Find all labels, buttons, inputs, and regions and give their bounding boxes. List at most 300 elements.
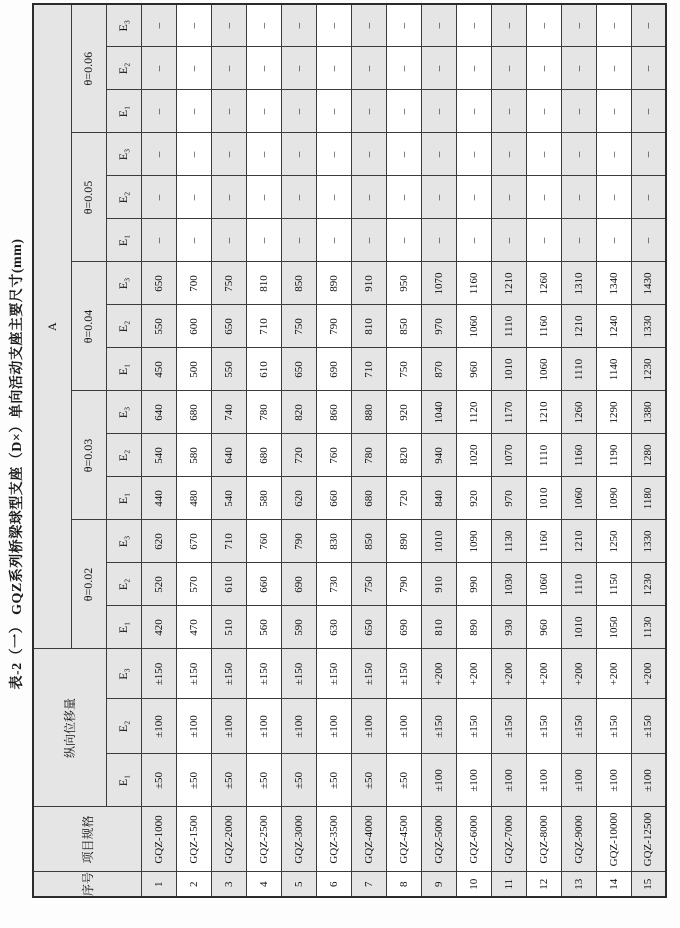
data-cell: ±150 [211,649,246,699]
data-cell: 710 [211,520,246,563]
data-cell: ±50 [176,754,211,807]
data-cell: 1330 [631,305,666,348]
data-cell: 1010 [491,348,526,391]
table-row [561,4,596,897]
data-cell: 1160 [526,520,561,563]
data-cell: – [491,133,526,176]
data-cell: – [246,176,281,219]
data-cell: – [526,176,561,219]
table-row [596,4,631,897]
data-cell: ±150 [351,649,386,699]
data-cell: 440 [141,477,176,520]
data-cell: 1230 [631,348,666,391]
data-cell: ±100 [281,699,316,754]
data-cell: +200 [631,649,666,699]
data-cell: – [386,47,421,90]
data-cell: – [246,47,281,90]
data-cell: 890 [456,606,491,649]
data-cell: 930 [491,606,526,649]
data-cell: 1310 [561,262,596,305]
cell-spec: GQZ-8000 [526,807,561,872]
table-row [281,4,316,897]
data-cell: ±150 [141,649,176,699]
cell-seq: 14 [596,872,631,897]
data-cell: 660 [316,477,351,520]
data-cell: – [211,4,246,47]
data-cell: – [491,4,526,47]
data-cell: 880 [351,391,386,434]
data-cell: 1340 [596,262,631,305]
data-cell: – [316,47,351,90]
data-cell: 590 [281,606,316,649]
data-cell: – [631,4,666,47]
cell-spec: GQZ-9000 [561,807,596,872]
data-cell: 650 [141,262,176,305]
data-cell: – [421,90,456,133]
data-cell: 1190 [596,434,631,477]
e-sub-header: E₂ [106,47,141,90]
data-cell: – [561,4,596,47]
data-cell: – [421,176,456,219]
data-cell: – [141,133,176,176]
data-cell: – [211,133,246,176]
data-cell: 1110 [526,434,561,477]
data-cell: 1010 [561,606,596,649]
data-cell: ±150 [316,649,351,699]
data-cell: ±50 [316,754,351,807]
data-cell: 580 [176,434,211,477]
data-cell: 1040 [421,391,456,434]
data-cell: – [176,133,211,176]
data-cell: 680 [176,391,211,434]
data-cell: – [316,4,351,47]
data-cell: – [281,90,316,133]
data-cell: ±100 [141,699,176,754]
data-cell: 690 [386,606,421,649]
data-cell: 920 [386,391,421,434]
data-cell: – [596,176,631,219]
data-cell: – [351,47,386,90]
data-cell: – [631,47,666,90]
data-cell: 920 [456,477,491,520]
data-cell: ±100 [176,699,211,754]
data-cell: ±150 [421,699,456,754]
data-cell: 740 [211,391,246,434]
data-cell: – [176,90,211,133]
dimension-table [32,3,667,898]
e-sub-header: E₂ [106,699,141,754]
data-cell: – [456,4,491,47]
data-cell: 650 [281,348,316,391]
data-cell: ±100 [526,754,561,807]
cell-seq: 9 [421,872,456,897]
data-cell: 780 [351,434,386,477]
e-sub-header: E₁ [106,219,141,262]
data-cell: ±100 [631,754,666,807]
data-cell: 1210 [526,391,561,434]
header-seq: 序号 [33,872,141,897]
data-cell: – [561,133,596,176]
data-cell: – [386,133,421,176]
data-cell: – [386,90,421,133]
table-row [456,4,491,897]
cell-seq: 2 [176,872,211,897]
data-cell: – [596,133,631,176]
data-cell: – [386,4,421,47]
data-cell: 1180 [631,477,666,520]
cell-spec: GQZ-7000 [491,807,526,872]
data-cell: 950 [386,262,421,305]
data-cell: 810 [421,606,456,649]
data-cell: 600 [176,305,211,348]
data-cell: 790 [281,520,316,563]
data-cell: 1210 [561,305,596,348]
data-cell: – [351,176,386,219]
data-cell: 750 [351,563,386,606]
data-cell: 500 [176,348,211,391]
cell-seq: 6 [316,872,351,897]
data-cell: – [141,176,176,219]
data-cell: – [596,90,631,133]
data-cell: 840 [421,477,456,520]
e-sub-header: E₃ [106,4,141,47]
data-cell: – [596,4,631,47]
data-cell: – [141,4,176,47]
data-cell: – [526,133,561,176]
data-cell: 760 [246,520,281,563]
data-cell: – [246,90,281,133]
data-cell: +200 [526,649,561,699]
table-row [421,4,456,897]
data-cell: 760 [316,434,351,477]
data-cell: – [456,133,491,176]
data-cell: 890 [316,262,351,305]
data-cell: – [421,47,456,90]
data-cell: 1150 [596,563,631,606]
data-cell: – [316,133,351,176]
data-cell: 1070 [491,434,526,477]
data-cell: – [421,4,456,47]
cell-spec: GQZ-6000 [456,807,491,872]
data-cell: – [141,90,176,133]
data-cell: 1010 [526,477,561,520]
data-cell: ±100 [561,754,596,807]
data-cell: 620 [281,477,316,520]
data-cell: 1230 [631,563,666,606]
cell-spec: GQZ-2000 [211,807,246,872]
data-cell: 720 [281,434,316,477]
data-cell: ±150 [281,649,316,699]
data-cell: 610 [211,563,246,606]
data-cell: 1110 [561,348,596,391]
data-cell: 650 [211,305,246,348]
e-sub-header: E₂ [106,176,141,219]
cell-seq: 4 [246,872,281,897]
data-cell: – [386,176,421,219]
data-cell: 420 [141,606,176,649]
data-cell: – [386,219,421,262]
data-cell: 960 [526,606,561,649]
data-cell: 710 [246,305,281,348]
data-cell: – [281,4,316,47]
data-cell: 480 [176,477,211,520]
data-cell: 820 [386,434,421,477]
data-cell: – [176,47,211,90]
data-cell: 790 [386,563,421,606]
data-cell: 1110 [561,563,596,606]
data-cell: 550 [211,348,246,391]
data-cell: 910 [351,262,386,305]
data-cell: 540 [141,434,176,477]
data-cell: – [141,219,176,262]
table-row [526,4,561,897]
data-cell: ±100 [246,699,281,754]
data-cell: ±150 [176,649,211,699]
data-cell: 750 [281,305,316,348]
data-cell: 820 [281,391,316,434]
cell-spec: GQZ-5000 [421,807,456,872]
data-cell: ±150 [246,649,281,699]
e-sub-header: E₃ [106,520,141,563]
data-cell: 850 [281,262,316,305]
data-cell: 1130 [631,606,666,649]
cell-spec: GQZ-3500 [316,807,351,872]
data-cell: 710 [351,348,386,391]
data-cell: 1380 [631,391,666,434]
data-cell: – [316,176,351,219]
data-cell: ±150 [491,699,526,754]
data-cell: 990 [456,563,491,606]
data-cell: ±150 [456,699,491,754]
data-cell: – [456,219,491,262]
data-cell: – [246,133,281,176]
data-cell: ±100 [421,754,456,807]
data-cell: ±150 [526,699,561,754]
data-cell: – [281,133,316,176]
data-cell: – [281,219,316,262]
cell-spec: GQZ-4500 [386,807,421,872]
data-cell: – [351,219,386,262]
data-cell: – [526,90,561,133]
data-cell: 690 [281,563,316,606]
data-cell: +200 [456,649,491,699]
data-cell: 670 [176,520,211,563]
cell-seq: 13 [561,872,596,897]
e-sub-header: E₃ [106,649,141,699]
data-cell: ±100 [316,699,351,754]
data-cell: ±150 [561,699,596,754]
data-cell: ±150 [386,649,421,699]
data-cell: ±50 [246,754,281,807]
data-cell: 1060 [526,348,561,391]
table-row [631,4,666,897]
data-cell: 830 [316,520,351,563]
data-cell: 1140 [596,348,631,391]
data-cell: ±100 [351,699,386,754]
e-sub-header: E₂ [106,305,141,348]
data-cell: – [631,219,666,262]
data-cell: ±50 [386,754,421,807]
data-cell: 1060 [456,305,491,348]
page-title: 表-2（一） GQZ系列桥梁球型支座（D×）单向活动支座主要尺寸(mm) [10,238,25,690]
data-cell: – [211,176,246,219]
data-cell: 810 [351,305,386,348]
data-cell: 620 [141,520,176,563]
data-cell: 790 [316,305,351,348]
data-cell: ±100 [211,699,246,754]
cell-spec: GQZ-3000 [281,807,316,872]
data-cell: 1160 [456,262,491,305]
data-cell: 850 [351,520,386,563]
e-sub-header: E₁ [106,477,141,520]
data-cell: 550 [141,305,176,348]
data-cell: 1070 [421,262,456,305]
data-cell: 1210 [561,520,596,563]
data-cell: ±150 [596,699,631,754]
data-cell: 1240 [596,305,631,348]
data-cell: 450 [141,348,176,391]
data-cell: – [491,47,526,90]
data-cell: 470 [176,606,211,649]
data-cell: 1170 [491,391,526,434]
data-cell: 720 [386,477,421,520]
data-cell: – [526,47,561,90]
cell-seq: 7 [351,872,386,897]
data-cell: 650 [351,606,386,649]
table-row [211,4,246,897]
data-cell: – [456,176,491,219]
data-cell: ±50 [281,754,316,807]
cell-seq: 10 [456,872,491,897]
data-cell: – [176,176,211,219]
data-cell: – [561,47,596,90]
cell-seq: 8 [386,872,421,897]
table-row [351,4,386,897]
data-cell: – [491,176,526,219]
data-cell: 540 [211,477,246,520]
data-cell: – [351,90,386,133]
cell-seq: 12 [526,872,561,897]
data-cell: – [561,219,596,262]
header-a: A [33,4,71,649]
data-cell: – [456,90,491,133]
data-cell: – [211,47,246,90]
data-cell: 570 [176,563,211,606]
data-cell: ±150 [631,699,666,754]
data-cell: 1060 [526,563,561,606]
e-sub-header: E₃ [106,133,141,176]
data-cell: – [631,90,666,133]
data-cell: – [211,90,246,133]
data-cell: – [281,176,316,219]
data-cell: – [526,219,561,262]
data-cell: – [456,47,491,90]
data-cell: – [316,219,351,262]
cell-seq: 3 [211,872,246,897]
table-row [246,4,281,897]
data-cell: – [561,176,596,219]
e-sub-header: E₂ [106,563,141,606]
data-cell: 1110 [491,305,526,348]
data-cell: 1130 [491,520,526,563]
header-longitudinal-displacement: 纵向位移量 [33,649,106,807]
cell-spec: GQZ-12500 [631,807,666,872]
data-cell: 1280 [631,434,666,477]
cell-seq: 1 [141,872,176,897]
e-sub-header: E₁ [106,90,141,133]
table-row [176,4,211,897]
data-cell: ±50 [211,754,246,807]
data-cell: 1160 [561,434,596,477]
theta-group-header: θ=0.04 [71,262,106,391]
cell-seq: 11 [491,872,526,897]
data-cell: ±100 [386,699,421,754]
data-cell: 690 [316,348,351,391]
cell-spec: GQZ-1000 [141,807,176,872]
data-cell: – [631,133,666,176]
data-cell: 680 [351,477,386,520]
table-row [491,4,526,897]
theta-group-header: θ=0.06 [71,4,106,133]
e-sub-header: E₁ [106,754,141,807]
data-cell: ±100 [491,754,526,807]
data-cell: ±50 [141,754,176,807]
data-cell: – [246,219,281,262]
theta-group-header: θ=0.05 [71,133,106,262]
data-cell: – [526,4,561,47]
data-cell: – [141,47,176,90]
data-cell: +200 [421,649,456,699]
data-cell: – [491,90,526,133]
data-cell: 870 [421,348,456,391]
data-cell: – [421,219,456,262]
data-cell: 850 [386,305,421,348]
data-cell: 730 [316,563,351,606]
data-cell: 610 [246,348,281,391]
data-cell: – [176,4,211,47]
data-cell: 640 [141,391,176,434]
data-cell: 960 [456,348,491,391]
data-cell: ±50 [351,754,386,807]
data-cell: – [561,90,596,133]
data-cell: – [316,90,351,133]
data-cell: 810 [246,262,281,305]
data-cell: 860 [316,391,351,434]
data-cell: +200 [561,649,596,699]
data-cell: 1050 [596,606,631,649]
data-cell: 1010 [421,520,456,563]
data-cell: 560 [246,606,281,649]
data-cell: 1260 [526,262,561,305]
data-cell: 940 [421,434,456,477]
e-sub-header: E₁ [106,606,141,649]
data-cell: 750 [386,348,421,391]
data-cell: 1020 [456,434,491,477]
cell-seq: 5 [281,872,316,897]
data-cell: 580 [246,477,281,520]
theta-group-header: θ=0.02 [71,520,106,649]
cell-spec: GQZ-4000 [351,807,386,872]
data-cell: 1210 [491,262,526,305]
data-cell: 700 [176,262,211,305]
data-cell: 750 [211,262,246,305]
data-cell: ±100 [596,754,631,807]
data-cell: 970 [421,305,456,348]
data-cell: ±100 [456,754,491,807]
table-row [316,4,351,897]
table-row [141,4,176,897]
data-cell: 970 [491,477,526,520]
